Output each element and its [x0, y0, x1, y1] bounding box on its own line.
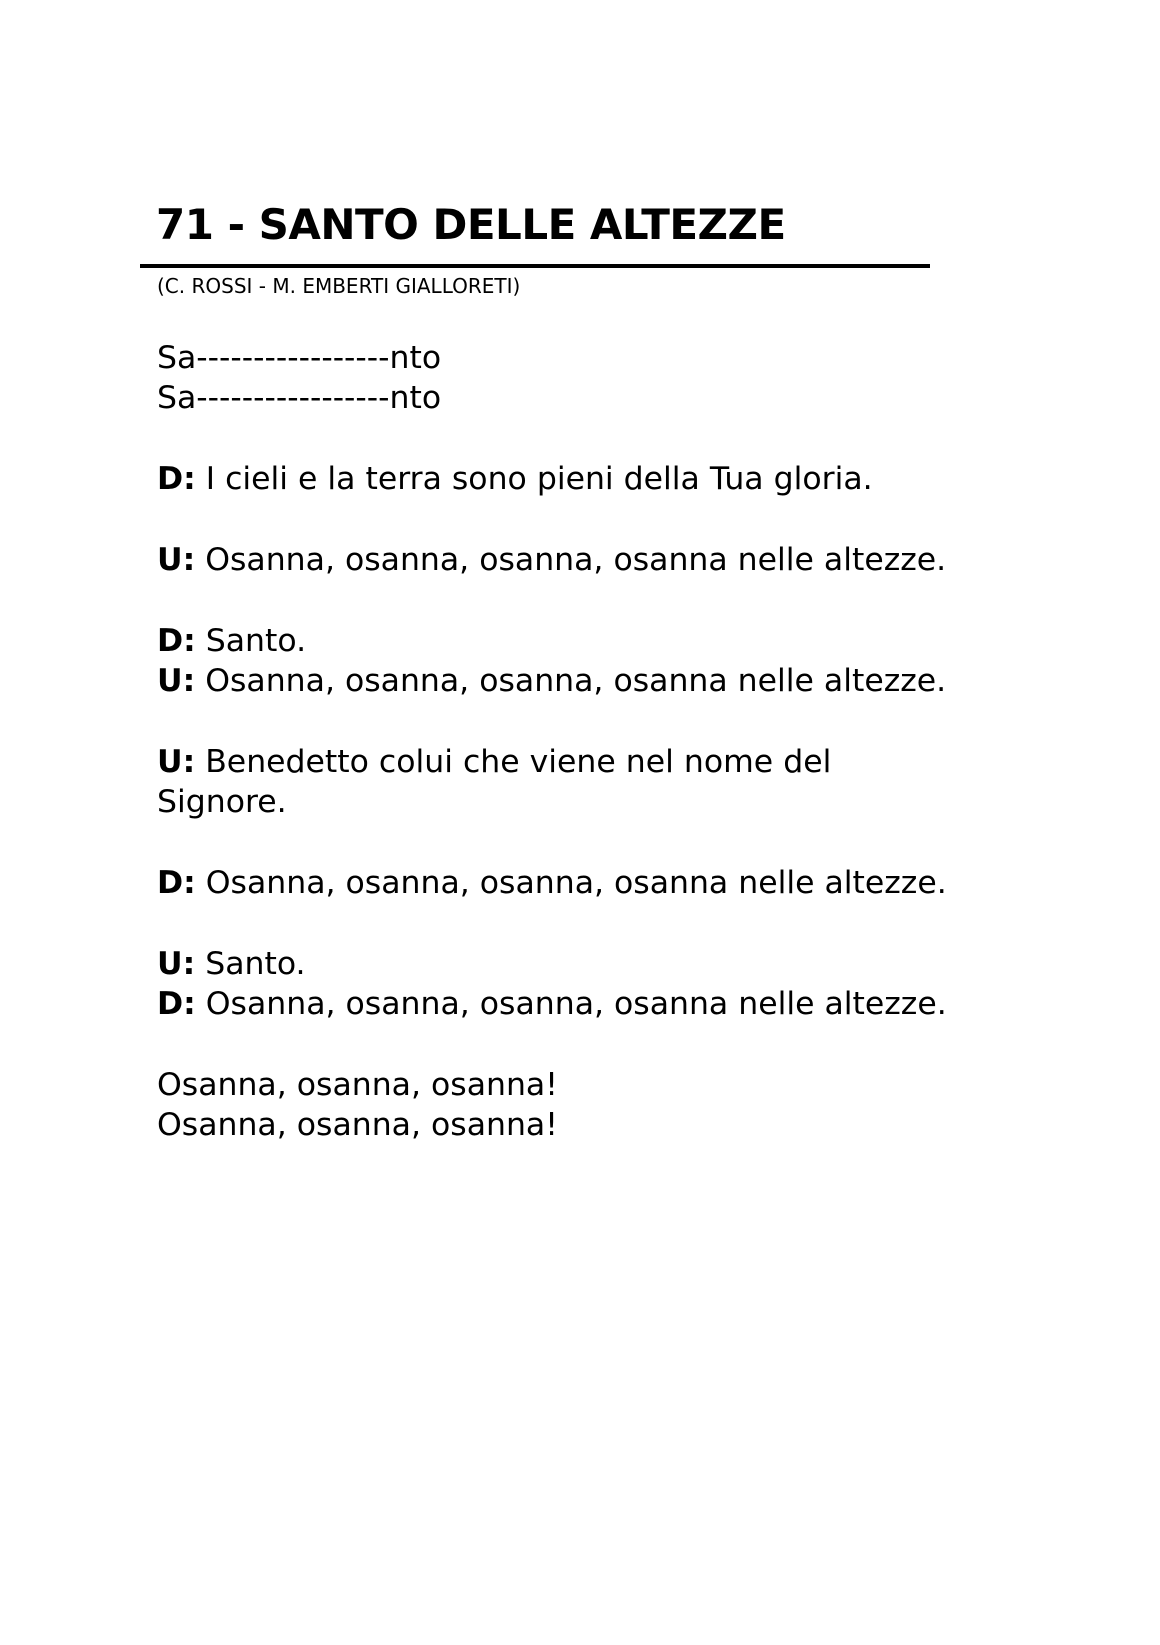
song-credits: (C. ROSSI - M. EMBERTI GIALLORETI)	[157, 274, 521, 298]
lyric-line	[157, 1065, 1057, 1105]
speaker-label: U:	[157, 744, 196, 780]
speaker-label: U:	[157, 946, 196, 982]
lyric-line	[157, 661, 1057, 701]
lyric-text: I cieli e la terra sono pieni della Tua gloria.	[195, 461, 873, 497]
lyric-text: Osanna, osanna, osanna, osanna nelle altezze.	[195, 865, 947, 901]
lyric-line	[157, 742, 877, 822]
lyric-line	[157, 621, 1057, 661]
speaker-label: D:	[157, 865, 196, 901]
lyric-line	[157, 944, 1057, 984]
lyric-text: Osanna, osanna, osanna!	[157, 1107, 558, 1143]
lyric-line	[157, 863, 1057, 903]
lyric-text: Osanna, osanna, osanna, osanna nelle altezze.	[195, 542, 947, 578]
stanza	[157, 621, 1057, 701]
lyric-text: Santo.	[195, 623, 307, 659]
speaker-label: D:	[157, 461, 196, 497]
title-underline	[140, 264, 930, 268]
lyric-line	[157, 378, 1057, 418]
speaker-label: U:	[157, 542, 196, 578]
lyric-line	[157, 459, 1057, 499]
stanza	[157, 944, 1057, 1024]
lyric-text: Sa-----------------nto	[157, 380, 442, 416]
speaker-label: D:	[157, 623, 196, 659]
stanza	[157, 459, 1057, 499]
speaker-label: U:	[157, 663, 196, 699]
lyric-text: Osanna, osanna, osanna!	[157, 1067, 558, 1103]
lyrics	[157, 338, 1057, 1186]
lyric-text: Santo.	[195, 946, 306, 982]
lyric-line	[157, 338, 1057, 378]
speaker-label: D:	[157, 986, 196, 1022]
lyric-line	[157, 1105, 1057, 1145]
stanza	[157, 742, 1057, 822]
lyric-text: Osanna, osanna, osanna, osanna nelle altezze.	[195, 986, 947, 1022]
lyric-text: Benedetto colui che viene nel nome del Signore.	[157, 744, 832, 820]
lyric-line	[157, 540, 1057, 580]
stanza	[157, 338, 1057, 418]
stanza	[157, 540, 1057, 580]
stanza	[157, 863, 1057, 903]
song-title: 71 - SANTO DELLE ALTEZZE	[156, 200, 786, 249]
lyric-line	[157, 984, 1057, 1024]
lyric-text: Sa-----------------nto	[157, 340, 442, 376]
lyric-text: Osanna, osanna, osanna, osanna nelle altezze.	[195, 663, 947, 699]
stanza	[157, 1065, 1057, 1145]
